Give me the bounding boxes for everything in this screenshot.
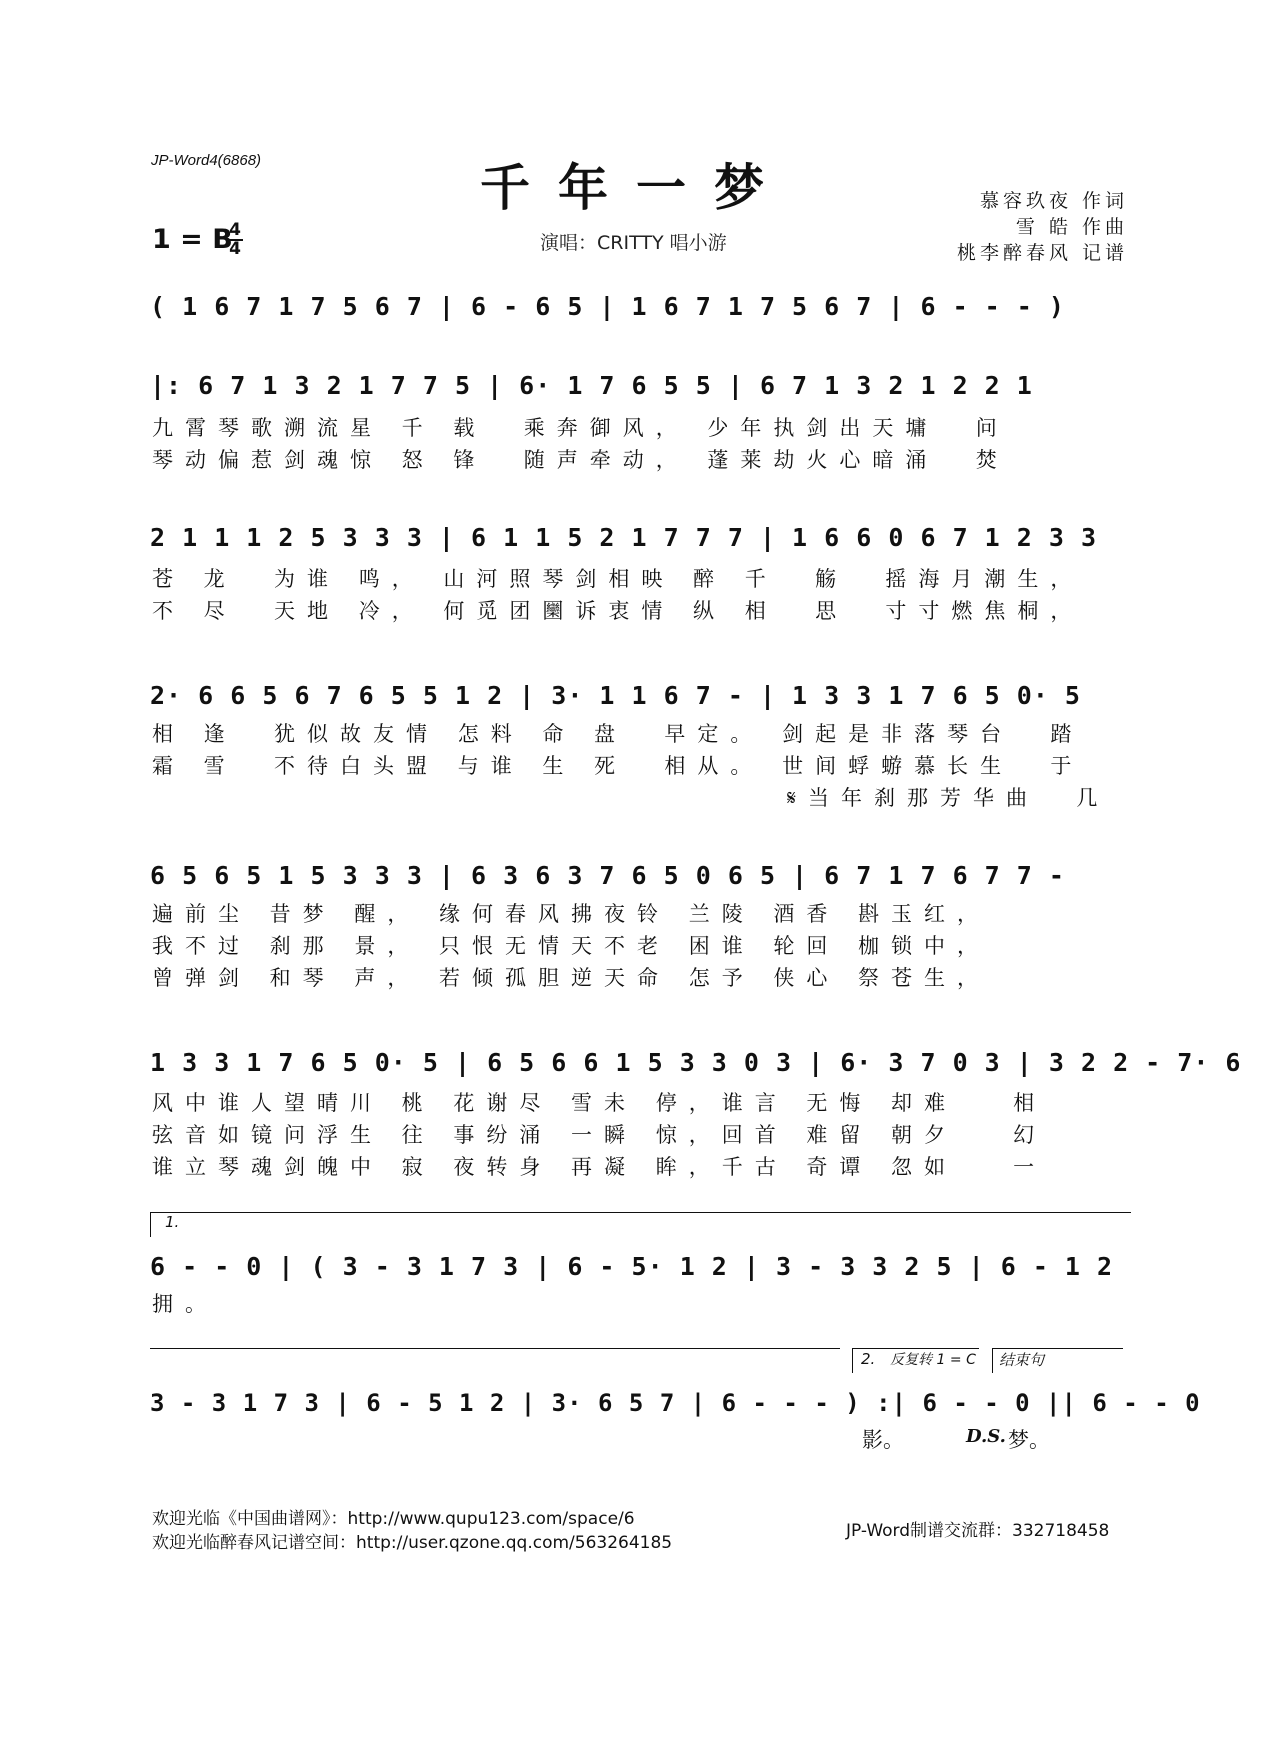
volta-bracket-line: [150, 1348, 840, 1373]
footer-link-1: 欢迎光临《中国曲谱网》：http://www.qupu123.com/space/6: [152, 1509, 635, 1529]
lyrics-line-3-verse-1: 相 逢 犹似故友情 怎料 命 盘 早定。 剑起是非落琴台 踏: [152, 722, 1084, 746]
score-line-6: 6 - - 0 | ( 3 - 3 1 7 3 | 6 - 5· 1 2 | 3 - 3 3 2 5 | 6 - 1 2: [150, 1252, 1114, 1281]
lyrics-line-2-verse-2: 不 尽 天地 冷， 何觅团圞诉衷情 纵 相 思 寸寸燃焦桐，: [152, 599, 1084, 623]
lyrics-line-5-verse-1: 风中谁人望晴川 桃 花谢尽 雪未 停，谁言 无悔 却难 相: [152, 1091, 1047, 1115]
volta-bracket-1: 1.: [150, 1212, 1131, 1237]
lyrics-line-3-verse-2: 霜 雪 不待白头盟 与谁 生 死 相从。 世间蜉蝣慕长生 于: [152, 754, 1084, 778]
score-line-1: |: 6 7 1 3 2 1 7 7 5 | 6· 1 7 6 5 5 | 6 7 1 3 2 1 2 2 1: [150, 371, 1033, 400]
ds-marking: D.S.: [966, 1426, 1006, 1447]
lyrics-line-4-verse-3: 曾弹剑 和琴 声， 若倾孤胆逆天命 怎予 侠心 祭苍生，: [152, 966, 991, 990]
lyrics-line-5-verse-2: 弦音如镜问浮生 往 事纷涌 一瞬 惊，回首 难留 朝夕 幻: [152, 1123, 1047, 1147]
lyrics-line-4-verse-1: 遍前尘 昔梦 醒， 缘何春风拂夜铃 兰陵 酒香 斟玉红，: [152, 902, 991, 926]
score-line-3: 2· 6 6 5 6 7 6 5 5 1 2 | 3· 1 1 6 7 - | 1 3 3 1 7 6 5 0· 5: [150, 681, 1081, 710]
composer: 雪 皓 作曲: [1015, 216, 1128, 238]
score-line-5: 1 3 3 1 7 6 5 0· 5 | 6 5 6 6 1 5 3 3 0 3 | 6· 3 7 0 3 | 3 2 2 - 7· 6: [150, 1048, 1242, 1077]
ending-bracket: 结束句: [992, 1348, 1123, 1373]
lyrics-line-4-verse-2: 我不过 刹那 景， 只恨无情天不老 困谁 轮回 枷锁中，: [152, 934, 991, 958]
lyrics-line-6: 拥。: [152, 1292, 218, 1316]
score-line-2: 2 1 1 1 2 5 3 3 3 | 6 1 1 5 2 1 7 7 7 | 1 6 6 0 6 7 1 2 3 3: [150, 523, 1098, 552]
lyrics-line-1-verse-2: 琴动偏惹剑魂惊 怒 锋 随声牵动， 蓬莱劫火心暗涌 焚: [152, 448, 1009, 472]
lyrics-line-5-verse-3: 谁立琴魂剑魄中 寂 夜转身 再凝 眸，千古 奇谭 忽如 一: [152, 1155, 1047, 1179]
volta-bracket-2: 2. 反复转 1 = C: [852, 1348, 979, 1373]
lyrics-line-1-verse-1: 九霄琴歌溯流星 千 载 乘奔御风， 少年执剑出天墉 问: [152, 416, 1009, 440]
footer-group: JP-Word制谱交流群：332718458: [846, 1521, 1110, 1541]
score-line-7: 3 - 3 1 7 3 | 6 - 5 1 2 | 3· 6 5 7 | 6 - - - ) :| 6 - - 0 || 6 - - 0: [150, 1389, 1201, 1417]
footer-link-2: 欢迎光临醉春风记谱空间：http://user.qzone.qq.com/563264185: [152, 1533, 673, 1553]
lyric-meng: 梦。: [1008, 1428, 1050, 1452]
song-title: 千年一梦: [480, 158, 792, 217]
score-line-intro: ( 1 6 7 1 7 5 6 7 | 6 - 6 5 | 1 6 7 1 7 5 6 7 | 6 - - - ): [150, 292, 1065, 321]
lyric-ying: 影。: [862, 1428, 904, 1452]
key-signature: 1 = B: [152, 224, 233, 255]
performer: 演唱：CRITTY 唱小游: [540, 232, 727, 254]
lyrics-line-2-verse-1: 苍 龙 为谁 鸣， 山河照琴剑相映 醉 千 觞 摇海月潮生，: [152, 567, 1084, 591]
lyrics-line-3-verse-3: 𝄋当年刹那芳华曲 几: [152, 786, 1110, 810]
time-signature: 4 4: [227, 222, 243, 258]
transcriber: 桃李醉春风 记谱: [956, 242, 1128, 264]
software-label: JP-Word4(6868): [151, 152, 262, 169]
score-line-4: 6 5 6 5 1 5 3 3 3 | 6 3 6 3 7 6 5 0 6 5 | 6 7 1 7 6 7 7 -: [150, 861, 1065, 890]
lyricist: 慕容玖夜 作词: [979, 190, 1128, 212]
